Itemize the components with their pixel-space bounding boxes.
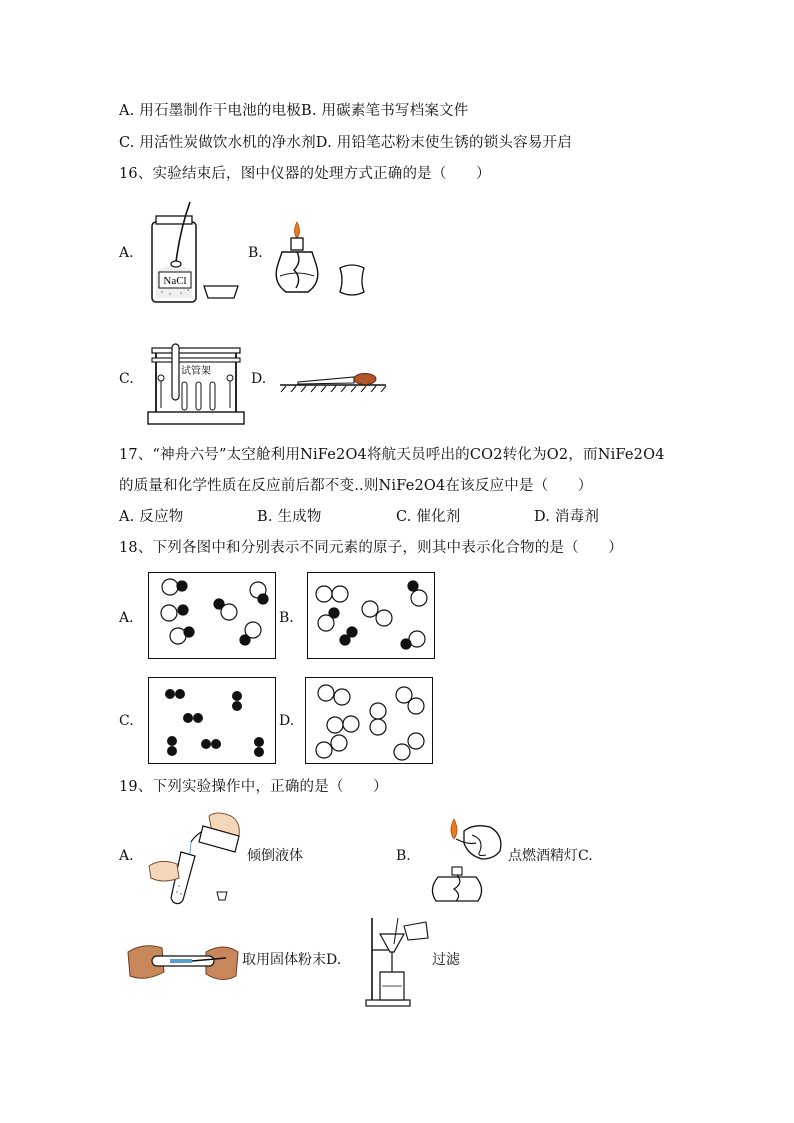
nacl-label: NaCl <box>163 275 187 287</box>
q19-option-c-caption: 取用固体粉末D. <box>242 952 342 968</box>
q19-option-a-label: A. <box>119 848 134 864</box>
filtration-figure <box>362 914 432 1008</box>
q19-option-b-label: B. <box>396 848 411 864</box>
molecule-box-b <box>307 572 435 659</box>
rack-label: 试管架 <box>181 366 211 377</box>
question-19: 19、下列实验操作中，正确的是（ ） <box>119 779 388 795</box>
q16-option-a-label: A. <box>119 245 134 261</box>
molecule-box-a <box>148 572 276 659</box>
question-17-line1: 17、“神舟六号”太空舱利用NiFe2O4将航天员呼出的CO2转化为O2，而NiFe2O4 <box>119 447 665 463</box>
powder-into-tube-figure <box>126 932 240 988</box>
reagent-bottle-figure <box>148 200 248 310</box>
dropper-figure <box>280 366 390 394</box>
q16-option-b-label: B. <box>248 245 263 261</box>
q16-option-c-label: C. <box>119 371 134 387</box>
q17-option-c: C. 催化剂 <box>396 509 461 525</box>
q17-option-b: B. 生成物 <box>257 509 322 525</box>
q18-option-b-label: B. <box>279 610 294 626</box>
q17-option-d: D. 消毒剂 <box>534 509 600 525</box>
question-18: 18、下列各图中和分别表示不同元素的原子，则其中表示化合物的是（ ） <box>119 540 623 556</box>
q16-option-d-label: D. <box>251 371 267 387</box>
q18-option-d-label: D. <box>279 713 295 729</box>
alcohol-lamp-figure <box>272 212 372 298</box>
option-line-ab: A. 用石墨制作干电池的电极B. 用碳素笔书写档案文件 <box>119 103 469 119</box>
molecule-box-d <box>305 677 433 764</box>
molecule-box-c <box>148 677 276 764</box>
question-17-line2: 的质量和化学性质在反应前后都不变..则NiFe2O4在该反应中是（ ） <box>119 478 593 494</box>
q17-option-a: A. 反应物 <box>119 509 184 525</box>
q18-option-a-label: A. <box>119 610 134 626</box>
question-16: 16、实验结束后，图中仪器的处理方式正确的是（ ） <box>119 166 491 182</box>
pouring-liquid-figure <box>143 808 249 908</box>
q19-option-b-caption: 点燃酒精灯C. <box>508 848 593 864</box>
option-line-cd: C. 用活性炭做饮水机的净水剂D. 用铅笔芯粉末使生锈的锁头容易开启 <box>119 135 572 151</box>
q19-option-d-caption: 过滤 <box>432 952 460 968</box>
test-tube-rack-figure <box>144 338 248 428</box>
q18-option-c-label: C. <box>119 713 134 729</box>
q19-option-a-caption: 倾倒液体 <box>247 848 303 864</box>
lighting-alcohol-lamp-figure <box>428 815 508 907</box>
